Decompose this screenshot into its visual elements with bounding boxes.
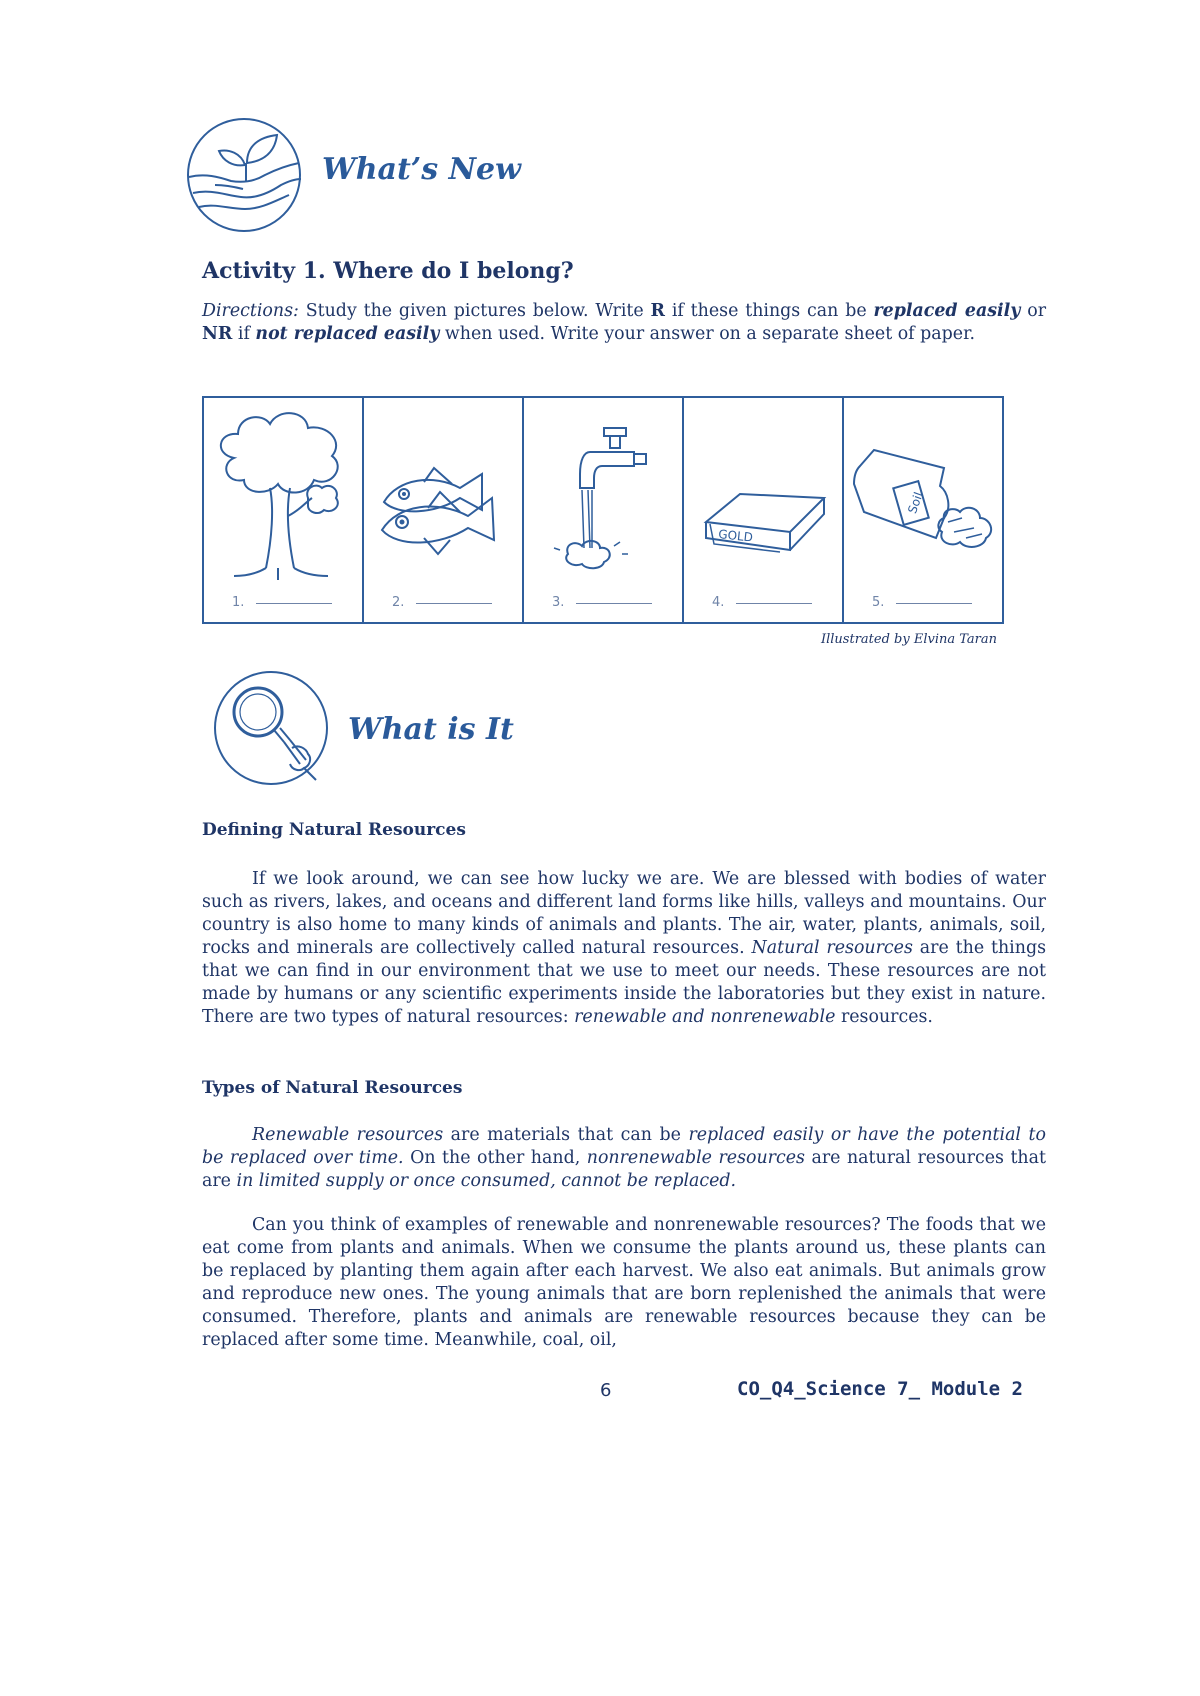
types-heading: Types of Natural Resources <box>202 1078 463 1098</box>
tree-icon <box>204 398 364 588</box>
fish-icon <box>364 398 524 588</box>
picture-strip <box>202 396 1004 624</box>
gold-bar-icon <box>684 398 844 588</box>
whats-new-title: What’s New <box>322 152 521 187</box>
picture-item-2: 2. <box>364 398 524 622</box>
picture-item-5: Soil 5. <box>844 398 1002 622</box>
soil-label: Soil <box>905 490 926 516</box>
faucet-icon <box>524 398 684 588</box>
directions-label: Directions: <box>202 301 299 321</box>
defining-heading: Defining Natural Resources <box>202 820 466 840</box>
module-code: CO_Q4_Science 7_ Module 2 <box>737 1378 1023 1400</box>
picture-item-4: GOLD 4. <box>684 398 844 622</box>
illustration-credit: Illustrated by Elvina Taran <box>820 632 997 647</box>
defining-paragraph: If we look around, we can see how lucky we are. We are blessed with bodies of water such as rivers, lakes, and oceans and different land forms like hills, valleys and mountains. Our country is also home to many kinds of animals and plants. The air, water, plants, animals, soil, rocks and minerals are collectively called natural resources. Natural resources are the things that we can find in our environment that we use to meet our needs. These resources are not made by humans or any scientific experiments inside the laboratories but they exist in nature. There are two types of natural resources: renewable and nonrenewable resources. <box>202 869 1047 1027</box>
picture-item-3: 3. <box>524 398 684 622</box>
types-paragraph-2: Can you think of examples of renewable and nonrenewable resources? The foods that we eat come from plants and animals. When we consume the plants around us, these plants can be replaced by planting them again after each harvest. We also eat animals. But animals grow and reproduce new ones. The young animals that are born replenished the animals that were consumed. Therefore, plants and animals are renewable resources because they can be replaced after some time. Meanwhile, coal, oil, <box>202 1215 1046 1350</box>
types-paragraph-1: Renewable resources are materials that can be replaced easily or have the potential to be replaced over time. On the other hand, nonrenewable resources are natural resources that are in limited supply or once consumed, cannot be replaced. <box>202 1125 1046 1191</box>
activity-heading: Activity 1. Where do I belong? <box>202 258 574 284</box>
soil-bag-icon <box>844 398 1004 588</box>
magnifying-glass-icon <box>212 668 330 788</box>
hands-sprout-icon <box>185 115 303 235</box>
gold-label: GOLD <box>717 527 754 545</box>
what-is-it-title: What is It <box>348 712 514 747</box>
picture-item-1: 1. <box>204 398 364 622</box>
directions-text: Directions: Study the given pictures below. Write R if these things can be replaced easily or NR if not replaced easily when used. Write your answer on a separate sheet of paper. <box>202 301 1047 344</box>
page-number: 6 <box>600 1380 612 1401</box>
